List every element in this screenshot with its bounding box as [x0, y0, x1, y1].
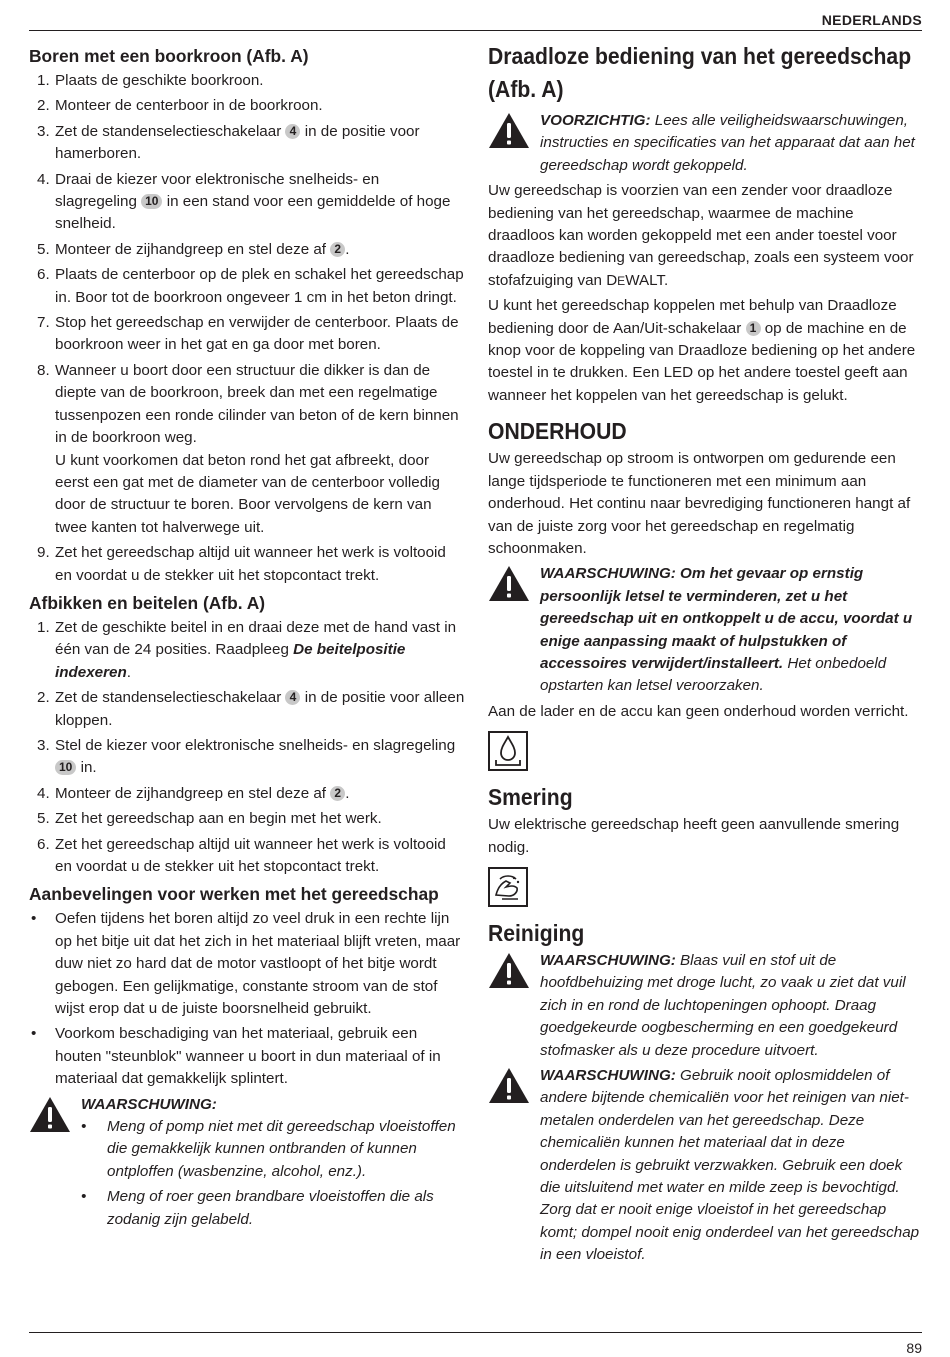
- callout-badge: 1: [746, 321, 761, 336]
- page-number: 89: [906, 1340, 922, 1356]
- warning-triangle-icon: [488, 1067, 530, 1104]
- list-item: 8. Wanneer u boort door een structuur die dikker is dan de diepte van de boorkroon, breek dan met een regelmatige tussenpozen een ronde cilinder van beton of de kern binnen in de boorkroon weg. U kunt voorkomen dat beton rond het gat afbreekt, door eerst een gat met de diameter van de centerboor volledig door de structuur te boren. Boor vervolgens de kern van twee kanten tot halverwege uit.: [37, 361, 459, 536]
- warning-triangle-icon: [488, 112, 530, 149]
- list-item: • Meng of roer geen brandbare vloeistoffen die als zodanig zijn gelabeld.: [81, 1188, 434, 1228]
- header-rule: [29, 30, 922, 31]
- list-item: 5. Monteer de zijhandgreep en stel deze af 2 .: [37, 240, 350, 258]
- warning-block: WAARSCHUWING: Blaas vuil en stof uit de hoofdbehuizing met droge lucht, zo vaak u ziet dat vuil zich in en rond de luchtopeningen ophoopt. Draag goedgekeurde oogbescherming en een goedgekeurd stofmasker als u deze procedure uitvoert.: [488, 950, 924, 1062]
- right-column: [488, 40, 924, 1270]
- list-item: 3. Zet de standenselectieschakelaar 4 in de positie voor hamerboren.: [37, 122, 420, 163]
- list-item: 2. Zet de standenselectieschakelaar 4 in de positie voor alleen kloppen.: [37, 689, 465, 729]
- list-item: 5. Zet het gereedschap aan en begin met het werk.: [37, 810, 382, 828]
- language-header: NEDERLANDS: [821, 12, 922, 28]
- caution-label: VOORZICHTIG:: [540, 112, 651, 129]
- list-item: 9. Zet het gereedschap altijd uit wanneer het werk is voltooid en voordat u de stekker uit het stopcontact trekt.: [37, 544, 446, 584]
- left-column: [29, 40, 465, 1234]
- section-title-reiniging: Reiniging: [488, 919, 585, 946]
- list-item: • Oefen tijdens het boren altijd zo veel druk in een rechte lijn op het bitje uit dat het zich in het materiaal blijft vreten, maar duw niet zo hard dat de motor vastloopt of het bitje wordt gebogen. Een gelijkmatige, constante stroom van de stof wijst erop dat u de juiste boorsnelheid gebruikt.: [31, 910, 461, 1018]
- list-item: 3. Stel de kiezer voor elektronische snelheids- en slagregeling 10 in.: [37, 736, 456, 777]
- callout-badge: 2: [330, 786, 345, 801]
- section-title-afbikken: Afbikken en beitelen (Afb. A): [29, 592, 266, 613]
- list-item: • Meng of pomp niet met dit gereedschap vloeistoffen die gemakkelijk kunnen ontbranden of kunnen ontploffen (wasbenzine, alcohol, enz.).: [81, 1118, 456, 1180]
- list-item: 4. Monteer de zijhandgreep en stel deze af 2 .: [37, 784, 350, 802]
- list-item: 4. Draai de kiezer voor elektronische snelheids- en slagregeling 10 in een stand voor een gemiddelde of hoge snelheid.: [37, 170, 451, 233]
- paragraph: U kunt het gereedschap koppelen met behulp van Draadloze bediening door de Aan/Uit-schakelaar 1 op de machine en de knop voor de koppeling van Draadloze bediening op het andere toestel in te drukken. Een LED op het andere toestel geeft aan wanneer het koppelen van het gereedschap is gelukt.: [488, 297, 916, 404]
- paragraph: Uw elektrische gereedschap heeft geen aanvullende smering nodig.: [488, 816, 900, 856]
- list-item: 6. Zet het gereedschap altijd uit wanneer het werk is voltooid en voordat u de stekker uit het stopcontact trekt.: [37, 835, 446, 875]
- callout-badge: 10: [55, 760, 76, 775]
- oil-drop-icon: [488, 731, 528, 771]
- warning-triangle-icon: [488, 565, 530, 602]
- warning-block: [29, 1094, 465, 1231]
- paragraph: Uw gereedschap op stroom is ontworpen om gedurende een lange tijdsperiode te functioneren met een minimum aan onderhoud. Het continu naar bevrediging functioneren hangt af van de juiste zorg voor het gereedschap en regelmatig schoonmaken.: [488, 450, 911, 557]
- aanbevelingen-list: [29, 908, 465, 1090]
- section-title-draadloos: Draadloze bediening van het gereedschap (Afb. A): [488, 43, 912, 102]
- callout-badge: 10: [141, 194, 162, 209]
- cross-reference: De beitelpositie indexeren: [55, 641, 406, 681]
- list-item: • Voorkom beschadiging van het materiaal, gebruik een houten "steunblok" wanneer u boort in dun materiaal of in materiaal dat gemakkelijk splintert.: [31, 1025, 441, 1088]
- cleaning-hands-icon: [488, 867, 528, 907]
- list-item: 7. Stop het gereedschap en verwijder de centerboor. Plaats de boorkroon weer in het gat en ga door met boren.: [37, 314, 459, 354]
- section-title-onderhoud: ONDERHOUD: [488, 418, 627, 445]
- afbikken-steps: [29, 617, 465, 878]
- warning-block: WAARSCHUWING: Om het gevaar op ernstig persoonlijk letsel te verminderen, zet u het gereedschap uit en ontkoppelt u de accu, voordat u enige aanpassing maakt of hulpstukken of accessoires verwijdert/installeert. Het onbedoeld opstarten kan letsel veroorzaken.: [488, 563, 924, 697]
- section-title-aanbevelingen: Aanbevelingen voor werken met het gereedschap: [29, 884, 439, 905]
- boren-steps: [29, 70, 465, 587]
- section-title-boren: Boren met een boorkroon (Afb. A): [29, 46, 309, 66]
- list-item: 2. Monteer de centerboor in de boorkroon.: [37, 97, 323, 115]
- caution-text: Lees alle veiligheidswaarschuwingen, instructies en specificaties van het apparaat dat aan het gereedschap wordt gekoppeld.: [540, 112, 915, 174]
- list-item: 1. Zet de geschikte beitel in en draai deze met de hand vast in één van de 24 posities. Raadpleeg De beitelpositie indexeren.: [37, 618, 457, 681]
- callout-badge: 2: [330, 242, 345, 257]
- callout-badge: 4: [285, 690, 300, 705]
- section-title-smering: Smering: [488, 784, 573, 811]
- warning-triangle-icon: [29, 1096, 71, 1133]
- paragraph: Uw gereedschap is voorzien van een zender voor draadloze bediening van het gereedschap, waarmee de machine draadloos kan worden gekoppeld met een ander toestel voor draadloze bediening van gereedschap, zoals een systeem voor stofafzuiging van DEWALT.: [488, 182, 914, 289]
- caution-block: [488, 110, 924, 177]
- callout-badge: 4: [285, 124, 300, 139]
- warning-triangle-icon: [488, 952, 530, 989]
- list-item: 1. Plaats de geschikte boorkroon.: [37, 72, 264, 89]
- warning-label: WAARSCHUWING:: [81, 1095, 217, 1113]
- paragraph: Aan de lader en de accu kan geen onderhoud worden verricht.: [488, 702, 909, 720]
- warning-list: [81, 1116, 465, 1231]
- list-item: 6. Plaats de centerboor op de plek en schakel het gereedschap in. Boor tot de boorkroon ongeveer 1 cm in het beton dringt.: [37, 266, 464, 306]
- warning-block: WAARSCHUWING: Gebruik nooit oplosmiddelen of andere bijtende chemicaliën voor het reinigen van niet-metalen onderdelen van het gereedschap. Deze chemicaliën kunnen het materiaal dat in deze onderdelen is gebruikt verzwakken. Gebruik een doek die uitsluitend met water en milde zeep is bevochtigd. Zorg dat er nooit enige vloeistof in het gereedschap komt; dompel nooit enig onderdeel van het gereedschap in een vloeistof.: [488, 1065, 924, 1267]
- footer-rule: [29, 1332, 922, 1333]
